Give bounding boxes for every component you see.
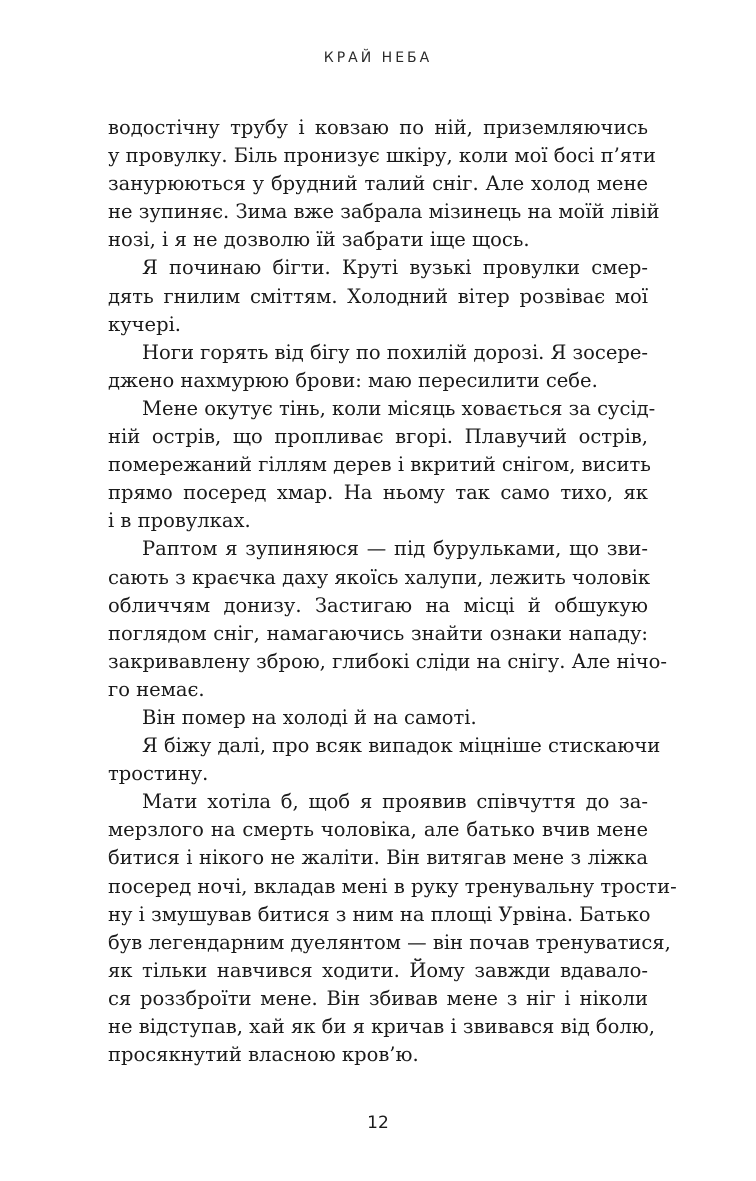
text-line: битися і нікого не жаліти. Він витягав мене з ліжка <box>108 846 648 870</box>
text-line: не відступав, хай як би я кричав і звивався від болю, <box>108 1015 655 1038</box>
text-line: ну і змушував битися з ним на площі Урвіна. Батько <box>108 902 651 926</box>
paragraph <box>108 114 660 254</box>
text-line: сають з краєчка даху якоїсь халупи, лежить чоловік <box>108 565 651 589</box>
text-line: дять гнилим сміттям. Холодний вітер розвіває мої <box>108 284 648 308</box>
body-text <box>108 114 677 1069</box>
paragraph <box>108 339 648 395</box>
text-line: поглядом сніг, намагаючись знайти ознаки нападу: <box>108 621 648 645</box>
text-line: занурюються у брудний талий сніг. Але холод мене <box>108 172 648 196</box>
text-line: кучері. <box>108 312 182 336</box>
text-line: тростину. <box>108 762 209 786</box>
text-line: ній острів, що пропливає вгорі. Плавучий острів, <box>108 425 648 449</box>
text-line: го немає. <box>108 677 205 701</box>
text-line: нозі, і я не дозволю їй забрати іще щось. <box>108 228 530 252</box>
text-line: Мати хотіла б, щоб я проявив співчуття до за- <box>142 790 648 814</box>
paragraph <box>108 704 648 732</box>
paragraph <box>108 535 667 704</box>
text-line: просякнутий власною кров’ю. <box>108 1043 419 1067</box>
text-line: джено нахмурюю брови: маю пересилити себе. <box>108 368 598 392</box>
text-line: Він помер на холоді й на самоті. <box>142 705 477 729</box>
text-line: посеред ночі, вкладав мені в руку тренувальну трости- <box>108 874 677 898</box>
running-header: КРАЙ НЕБА <box>323 50 433 66</box>
text-line: Раптом я зупиняюся — під бурульками, що зви- <box>142 537 648 561</box>
text-line: прямо посеред хмар. На ньому так само тихо, як <box>108 481 648 505</box>
text-line: мерзлого на смерть чоловіка, але батько вчив мене <box>108 818 648 842</box>
text-line: обличчям донизу. Застигаю на місці й обшукую <box>108 593 648 617</box>
text-line: Я біжу далі, про всяк випадок міцніше стискаючи <box>142 734 661 758</box>
text-line: Я починаю бігти. Круті вузькі провулки смер- <box>142 256 648 280</box>
text-line: Мене окутує тінь, коли місяць ховається за сусід- <box>142 396 656 420</box>
text-line: водостічну трубу і ковзаю по ній, приземляючись <box>108 116 648 139</box>
text-line: був легендарним дуелянтом — він почав тренуватися, <box>108 930 671 954</box>
paragraph <box>108 788 677 1069</box>
paragraph <box>108 732 661 788</box>
text-line: і в провулках. <box>108 509 251 533</box>
text-line: помережаний гіллям дерев і вкритий снігом, висить <box>108 453 651 477</box>
page-number: 12 <box>367 1113 389 1133</box>
text-line: ся роззброїти мене. Він збивав мене з ніг і ніколи <box>108 986 648 1010</box>
text-line: у провулку. Біль пронизує шкіру, коли мої босі п’яти <box>108 144 656 168</box>
text-line: Ноги горять від бігу по похилій дорозі. Я зосере- <box>142 340 648 364</box>
text-line: як тільки навчився ходити. Йому завжди вдавало- <box>108 958 648 982</box>
paragraph <box>108 395 656 535</box>
text-line: не зупиняє. Зима вже забрала мізинець на моїй лівій <box>108 200 660 224</box>
text-line: закривавлену зброю, глибокі сліди на снігу. Але нічо- <box>108 649 667 673</box>
paragraph <box>108 254 648 338</box>
